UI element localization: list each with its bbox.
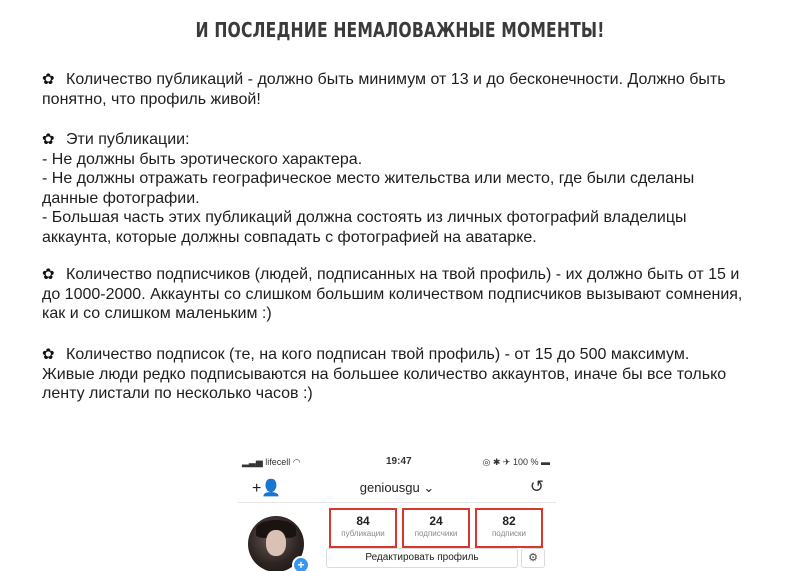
text-line: понятно, что профиль живой! [42, 90, 261, 108]
text-line: до 1000-2000. Аккаунты со слишком большим количеством подписчиков вызывают сомнения, [42, 285, 743, 303]
gear-icon: ✿ [42, 266, 55, 283]
text-line: - Не должны отражать географическое место жительства или место, где были сделаны [42, 170, 695, 188]
gear-icon: ✿ [42, 346, 55, 363]
paragraph-publications [42, 70, 792, 109]
text-line: ленту листали по несколько часов :) [42, 385, 313, 403]
paragraph-followers [42, 265, 792, 324]
status-bar [238, 452, 556, 472]
following-label: подписки [491, 529, 527, 538]
edit-profile-button[interactable]: Редактировать профиль [326, 548, 518, 568]
add-story-icon[interactable]: + [292, 556, 310, 571]
paragraph-following [42, 345, 792, 404]
avatar-face [266, 530, 286, 556]
followers-count: 24 [429, 514, 443, 528]
username-dropdown[interactable]: geniousgu ⌄ [359, 480, 435, 495]
instagram-profile-screenshot [238, 452, 556, 571]
text-line: как и со слишком маленьким :) [42, 305, 272, 323]
following-count: 82 [502, 514, 516, 528]
text-line: данные фотографии. [42, 189, 200, 207]
following-stat[interactable] [475, 508, 543, 548]
history-icon[interactable]: ↺ [529, 477, 544, 496]
text-line: - Не должны быть эротического характера. [42, 150, 363, 168]
battery-indicator: ◎ ✱ ✈ 100 % ▬ [482, 457, 550, 467]
settings-gear-icon[interactable]: ⚙ [521, 548, 545, 568]
gear-icon: ✿ [42, 71, 55, 88]
status-time: 19:47 [386, 456, 412, 467]
posts-count: 84 [356, 514, 370, 528]
text-line: Количество публикаций - должно быть минимум от 13 и до бесконечности. Должно быть [66, 71, 726, 88]
text-line: аккаунта, которые должны совпадать с фотографией на аватарке. [42, 228, 537, 246]
text-line: Количество подписок (те, на кого подписан твой профиль) - от 15 до 500 максимум. [66, 346, 690, 363]
page-title: И ПОСЛЕДНИЕ НЕМАЛОВАЖНЫЕ МОМЕНТЫ! [195, 18, 605, 42]
posts-stat[interactable] [329, 508, 397, 548]
carrier-label: ▂▃▅ lifecell ◠ [242, 457, 301, 467]
posts-label: публикации [341, 529, 385, 538]
add-friend-icon[interactable]: +👤 [252, 480, 282, 497]
text-line: - Большая часть этих публикаций должна состоять из личных фотографий владелицы [42, 209, 687, 227]
text-line: Количество подписчиков (людей, подписанных на твой профиль) - их должно быть от 15 и [66, 266, 740, 283]
divider [238, 502, 556, 503]
gear-icon: ✿ [42, 131, 55, 148]
profile-navbar [238, 474, 556, 504]
text-line: Живые люди редко подписываются на большее количество аккаунтов, иначе бы все только [42, 365, 727, 383]
text-line: Эти публикации: [66, 131, 190, 148]
paragraph-publications-rules [42, 130, 792, 248]
followers-stat[interactable] [402, 508, 470, 548]
followers-label: подписчики [414, 529, 458, 538]
